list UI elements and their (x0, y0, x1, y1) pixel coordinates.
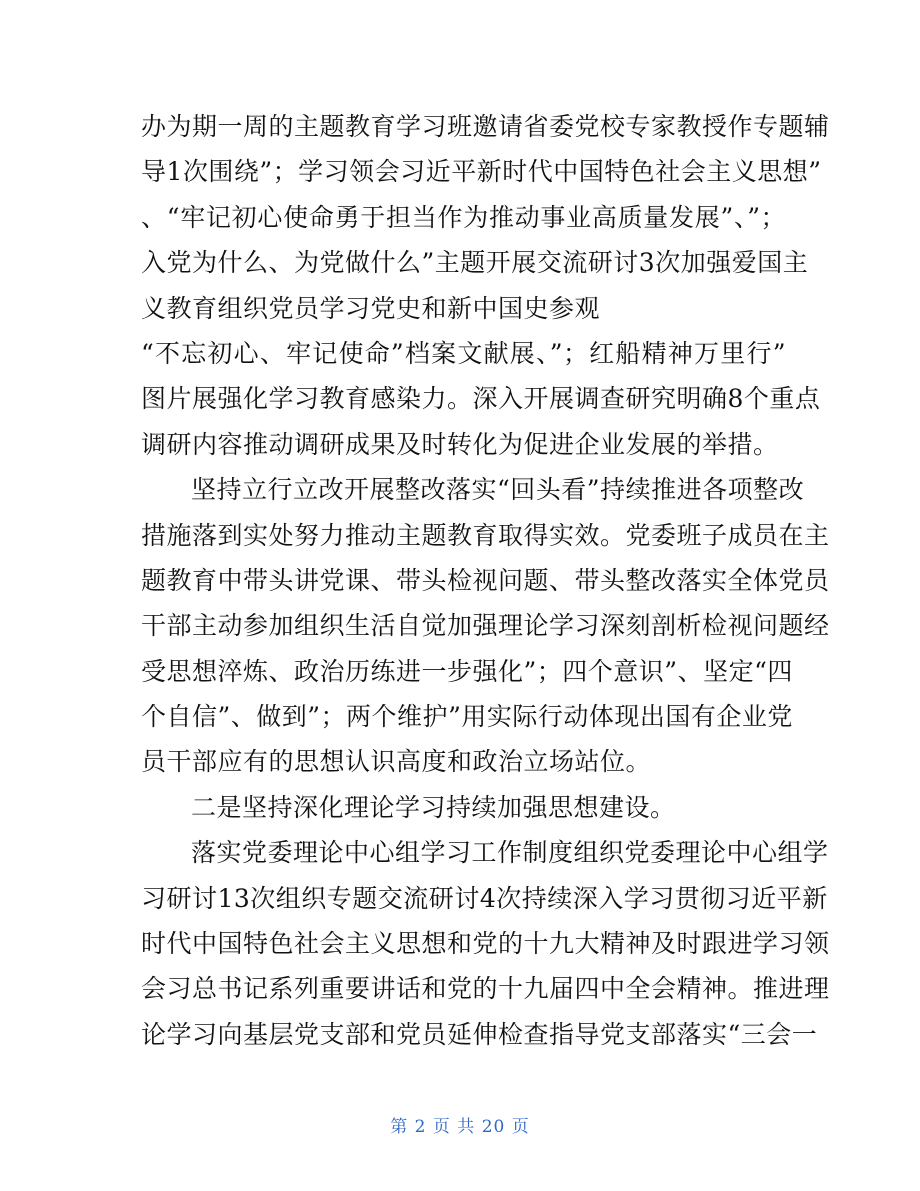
text-line: 坚持立行立改开展整改落实“回头看”持续推进各项整改 (191, 475, 805, 505)
text-line: 论学习向基层党支部和党员延伸检查指导党支部落实“三会一 (141, 1019, 818, 1049)
text-line: 入党为什么、为党做什么”主题开展交流研讨3次加强爱国主 (141, 248, 809, 278)
text-line: 办为期一周的主题教育学习班邀请省委党校专家教授作专题辅 (141, 112, 830, 141)
text-line: 个自信”、做到”；两个维护”用实际行动体现出国有企业党 (141, 702, 793, 732)
document-body (141, 104, 830, 1057)
text-line: 二是坚持深化理论学习持续加强思想建设。 (191, 792, 676, 822)
text-line: 习研讨13次组织专题交流研讨4次持续深入学习贯彻习近平新 (141, 883, 828, 913)
text-line: “不忘初心、牢记使命”档案文献展、”；红船精神万里行” (141, 338, 786, 368)
text-line: 会习总书记系列重要讲话和党的十九届四中全会精神。推进理 (141, 974, 830, 1004)
text-line: 员干部应有的思想认识高度和政治立场站位。 (141, 747, 652, 777)
text-line: 受思想淬炼、政治历练进一步强化”；四个意识”、坚定“四 (141, 656, 793, 686)
page-footer: 第 2 页 共 20 页 (390, 1117, 530, 1137)
text-line: 导1次围绕”；学习领会习近平新时代中国特色社会主义思想” (141, 157, 822, 187)
text-line: 调研内容推动调研成果及时转化为促进企业发展的举措。 (141, 429, 779, 459)
text-line: 、“牢记初心使命勇于担当作为推动事业高质量发展”、”； (141, 202, 786, 232)
text-line: 义教育组织党员学习党史和新中国史参观 (141, 293, 601, 323)
text-line: 措施落到实处努力推动主题教育取得实效。党委班子成员在主 (141, 520, 830, 550)
text-line: 落实党委理论中心组学习工作制度组织党委理论中心组学 (191, 838, 829, 868)
text-line: 时代中国特色社会主义思想和党的十九大精神及时跟进学习领 (141, 929, 830, 959)
text-line: 题教育中带头讲党课、带头检视问题、带头整改落实全体党员 (141, 565, 830, 595)
text-line: 图片展强化学习教育感染力。深入开展调查研究明确8个重点 (141, 384, 821, 414)
text-line: 干部主动参加组织生活自觉加强理论学习深刻剖析检视问题经 (141, 611, 830, 641)
